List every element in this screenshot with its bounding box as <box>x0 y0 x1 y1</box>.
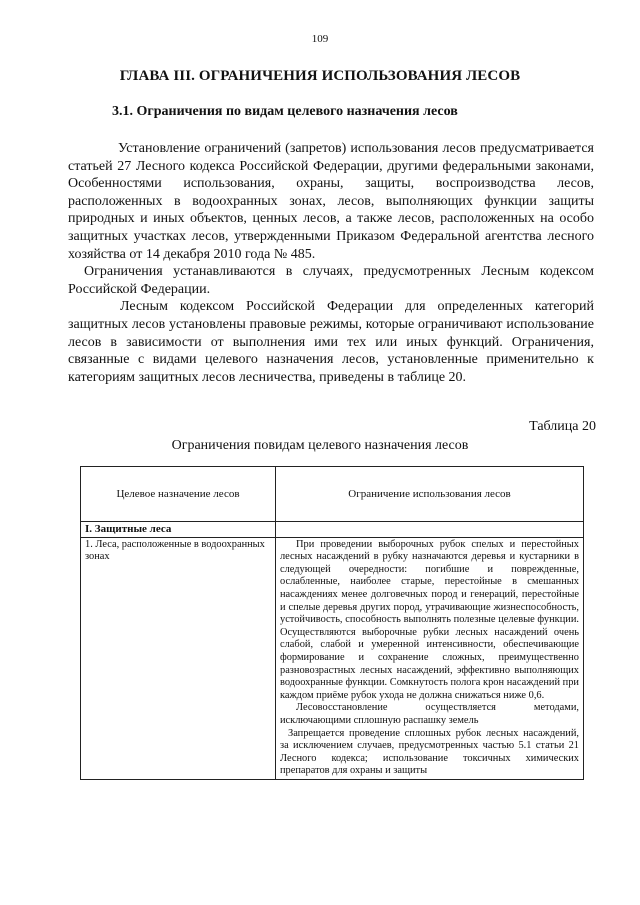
table-caption: Таблица 20 <box>529 419 596 434</box>
table-header-row <box>81 467 584 522</box>
page-number: 109 <box>311 33 329 45</box>
paragraph-2: Ограничения устанавливаются в случаях, предусмотренных Лесным кодексом Российской Федерации. <box>68 264 594 297</box>
table-group-label: I. Защитные леса <box>81 522 276 538</box>
table-group-empty-cell <box>276 522 584 538</box>
table-row-label: 1. Леса, расположенные в водоохранных зонах <box>81 537 276 779</box>
table-row <box>81 537 584 779</box>
paragraph-3: Лесным кодексом Российской Федерации для определенных категорий защитных лесов установлены правовые режимы, которые ограничивают использование лесов в зависимости от выполнения ими тех или иных функций. Ограничения, связанные с видами целевого назначения лесов, установленные применительно к категориям защитных лесов лесничества, приведены в таблице 20. <box>68 299 594 385</box>
table-group-row <box>81 522 584 538</box>
restriction-paragraph-3: Запрещается проведение сплошных рубок лесных насаждений, за исключением случаев, предусмотренных частью 5.1 статьи 21 Лесного кодекса; использование токсичных химических препаратов для охраны и защиты <box>280 727 579 777</box>
table-row-restriction <box>276 537 584 779</box>
chapter-title: ГЛАВА III. ОГРАНИЧЕНИЯ ИСПОЛЬЗОВАНИЯ ЛЕСОВ <box>119 68 521 84</box>
restriction-paragraph-1: При проведении выборочных рубок спелых и перестойных лесных насаждений в рубку назначаются деревья и кустарники в следующей очередности: погибшие и поврежденные, ослабленные, наиболее старые, перестойные в смешанных насаждениях менее долговечных пород и генераций, перестойные и спелые деревья других пород, утрачивающие жизнеспособность, устойчивость, способность выполнять полезные целевые функции. Осуществляются выборочные рубки лесных насаждений очень слабой, слабой и умеренной интенсивности, обеспечивающие формирование и сохранение сложных, преимущественно разновозрастных лесных насаждений, эффективно выполняющих водоохранные функции. Сомкнутость полога крон насаждений при каждом приёме рубок ухода не должна снижаться ниже 0,6. <box>280 538 579 701</box>
body-text <box>68 140 594 386</box>
restrictions-table <box>80 466 584 780</box>
paragraph-1: Установление ограничений (запретов) использования лесов предусматривается статьей 27 Лесного кодекса Российской Федерации, другими федеральными законами, Особенностями использования, охраны, защиты, воспроизводства лесов, расположенных в водоохранных зонах, лесов, выполняющих функции защиты природных и иных объектов, ценных лесов, а также лесов, расположенных на особо защитных участках лесов, утвержденными Приказом Федеральной агентства лесного хозяйства от 14 декабря 2010 года № 485. <box>68 141 594 262</box>
section-title: 3.1. Ограничения по видам целевого назначения лесов <box>112 104 458 119</box>
table-header-restriction: Ограничение использования лесов <box>276 467 584 522</box>
table-title: Ограничения повидам целевого назначения лесов <box>171 438 469 453</box>
restriction-paragraph-2: Лесовосстановление осуществляется методами, исключающими сплошную распашку земель <box>280 702 579 726</box>
table-header-purpose: Целевое назначение лесов <box>81 467 276 522</box>
